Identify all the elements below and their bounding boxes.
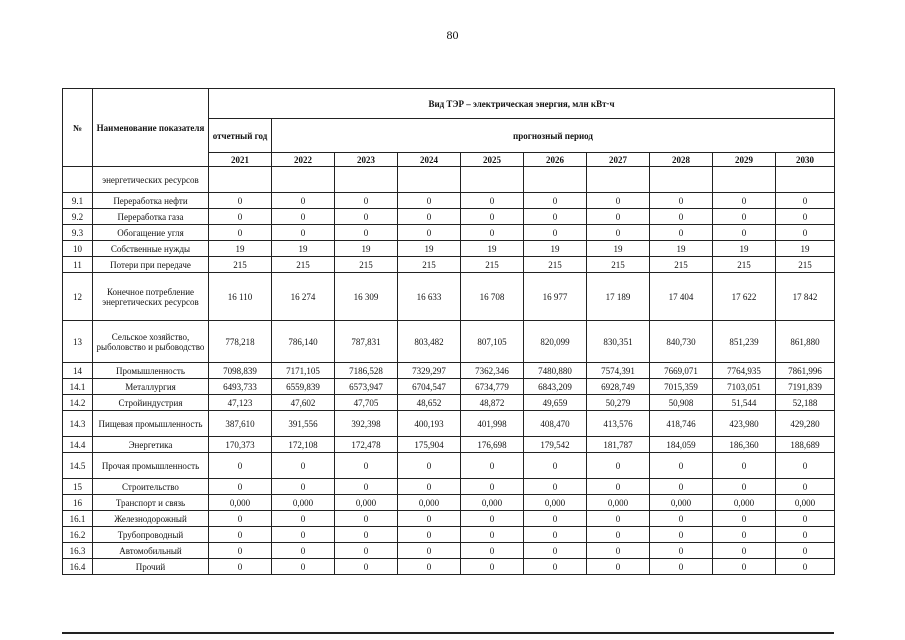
- value-cell: 0: [398, 543, 461, 559]
- value-cell: 423,980: [713, 411, 776, 437]
- value-cell: 0: [776, 527, 835, 543]
- value-cell: 0: [587, 453, 650, 479]
- value-cell: 0: [272, 225, 335, 241]
- row-number: 16.4: [63, 559, 93, 575]
- value-cell: 6704,547: [398, 379, 461, 395]
- row-number: 14.2: [63, 395, 93, 411]
- value-cell: 0: [461, 543, 524, 559]
- value-cell: 7480,880: [524, 363, 587, 379]
- row-number: 9.2: [63, 209, 93, 225]
- value-cell: [587, 167, 650, 193]
- table-row: [63, 193, 835, 209]
- table-row: [63, 209, 835, 225]
- value-cell: 0: [524, 543, 587, 559]
- value-cell: 50,908: [650, 395, 713, 411]
- value-cell: 0: [335, 453, 398, 479]
- table-row: [63, 321, 835, 363]
- value-cell: 19: [272, 241, 335, 257]
- value-cell: 413,576: [587, 411, 650, 437]
- row-indicator-name: Конечное потребление энергетических ресурсов: [93, 273, 209, 321]
- row-number: 14: [63, 363, 93, 379]
- value-cell: 391,556: [272, 411, 335, 437]
- row-indicator-name: Стройиндустрия: [93, 395, 209, 411]
- value-cell: 0: [461, 559, 524, 575]
- value-cell: 0: [713, 453, 776, 479]
- value-cell: 7669,071: [650, 363, 713, 379]
- value-cell: 188,689: [776, 437, 835, 453]
- value-cell: 0: [776, 543, 835, 559]
- table-row: [63, 479, 835, 495]
- table-row: [63, 411, 835, 437]
- value-cell: 6559,839: [272, 379, 335, 395]
- row-indicator-name: Прочая промышленность: [93, 453, 209, 479]
- value-cell: 429,280: [776, 411, 835, 437]
- value-cell: 851,239: [713, 321, 776, 363]
- value-cell: 172,108: [272, 437, 335, 453]
- value-cell: 803,482: [398, 321, 461, 363]
- table-row: [63, 273, 835, 321]
- value-cell: 0: [650, 543, 713, 559]
- value-cell: 0: [461, 209, 524, 225]
- row-indicator-name: Транспорт и связь: [93, 495, 209, 511]
- value-cell: [524, 167, 587, 193]
- value-cell: 0: [650, 225, 713, 241]
- value-cell: 0: [209, 193, 272, 209]
- value-cell: 0: [461, 511, 524, 527]
- row-number: 16.2: [63, 527, 93, 543]
- row-indicator-name: Строительство: [93, 479, 209, 495]
- value-cell: 0: [335, 479, 398, 495]
- value-cell: 401,998: [461, 411, 524, 437]
- value-cell: 215: [398, 257, 461, 273]
- value-cell: 7764,935: [713, 363, 776, 379]
- value-cell: 0: [776, 193, 835, 209]
- value-cell: 176,698: [461, 437, 524, 453]
- row-number: 16.1: [63, 511, 93, 527]
- value-cell: 0: [461, 479, 524, 495]
- value-cell: 0: [713, 511, 776, 527]
- bottom-rule: [62, 632, 834, 634]
- value-cell: 0: [713, 559, 776, 575]
- value-cell: 0: [461, 453, 524, 479]
- value-cell: [272, 167, 335, 193]
- value-cell: 840,730: [650, 321, 713, 363]
- header-year: 2025: [461, 153, 524, 167]
- value-cell: 0,000: [272, 495, 335, 511]
- header-year: 2022: [272, 153, 335, 167]
- value-cell: 0: [587, 543, 650, 559]
- value-cell: 408,470: [524, 411, 587, 437]
- value-cell: 0: [713, 479, 776, 495]
- row-indicator-name: Переработка нефти: [93, 193, 209, 209]
- value-cell: 0,000: [461, 495, 524, 511]
- row-number: 15: [63, 479, 93, 495]
- value-cell: 0: [524, 559, 587, 575]
- header-year: 2029: [713, 153, 776, 167]
- value-cell: 0: [335, 193, 398, 209]
- energy-balance-table: [62, 88, 835, 575]
- value-cell: 7861,996: [776, 363, 835, 379]
- value-cell: 0: [461, 527, 524, 543]
- value-cell: 175,904: [398, 437, 461, 453]
- value-cell: 184,059: [650, 437, 713, 453]
- value-cell: 215: [209, 257, 272, 273]
- value-cell: 0: [398, 193, 461, 209]
- row-number: 14.1: [63, 379, 93, 395]
- value-cell: [713, 167, 776, 193]
- value-cell: 16 274: [272, 273, 335, 321]
- row-indicator-name: Прочий: [93, 559, 209, 575]
- row-indicator-name: Обогащение угля: [93, 225, 209, 241]
- value-cell: 49,659: [524, 395, 587, 411]
- table-row: [63, 495, 835, 511]
- value-cell: 186,360: [713, 437, 776, 453]
- value-cell: 0: [650, 527, 713, 543]
- value-cell: 778,218: [209, 321, 272, 363]
- table-row: [63, 543, 835, 559]
- value-cell: 19: [650, 241, 713, 257]
- value-cell: 0: [524, 193, 587, 209]
- table-row: [63, 453, 835, 479]
- value-cell: 0,000: [776, 495, 835, 511]
- table-row: [63, 379, 835, 395]
- header-forecast-period: прогнозный период: [272, 119, 835, 153]
- header-year: 2024: [398, 153, 461, 167]
- value-cell: 0: [335, 527, 398, 543]
- value-cell: 7574,391: [587, 363, 650, 379]
- value-cell: 6928,749: [587, 379, 650, 395]
- value-cell: 0: [650, 453, 713, 479]
- value-cell: 861,880: [776, 321, 835, 363]
- row-indicator-name: Пищевая промышленность: [93, 411, 209, 437]
- value-cell: 0: [209, 453, 272, 479]
- value-cell: 0,000: [335, 495, 398, 511]
- row-indicator-name: Сельское хозяйство, рыболовство и рыбоводство: [93, 321, 209, 363]
- row-indicator-name: Переработка газа: [93, 209, 209, 225]
- value-cell: 179,542: [524, 437, 587, 453]
- table-row: [63, 395, 835, 411]
- value-cell: 19: [587, 241, 650, 257]
- value-cell: 0: [335, 559, 398, 575]
- value-cell: 0: [398, 225, 461, 241]
- value-cell: 0,000: [587, 495, 650, 511]
- value-cell: 0,000: [524, 495, 587, 511]
- value-cell: 215: [713, 257, 776, 273]
- value-cell: 47,602: [272, 395, 335, 411]
- header-type-title: Вид ТЭР – электрическая энергия, млн кВт·ч: [209, 89, 835, 119]
- table-row: [63, 167, 835, 193]
- row-number: 9.1: [63, 193, 93, 209]
- value-cell: 6493,733: [209, 379, 272, 395]
- value-cell: 820,099: [524, 321, 587, 363]
- value-cell: 0,000: [713, 495, 776, 511]
- table-row: [63, 257, 835, 273]
- row-number: 14.5: [63, 453, 93, 479]
- row-indicator-name: Потери при передаче: [93, 257, 209, 273]
- value-cell: 215: [272, 257, 335, 273]
- value-cell: 51,544: [713, 395, 776, 411]
- value-cell: 0: [209, 209, 272, 225]
- value-cell: 0,000: [398, 495, 461, 511]
- value-cell: 0: [776, 511, 835, 527]
- value-cell: 0: [650, 209, 713, 225]
- value-cell: [461, 167, 524, 193]
- header-year: 2027: [587, 153, 650, 167]
- row-number: 9.3: [63, 225, 93, 241]
- value-cell: 215: [461, 257, 524, 273]
- value-cell: 47,123: [209, 395, 272, 411]
- row-indicator-name: Энергетика: [93, 437, 209, 453]
- value-cell: 0: [650, 193, 713, 209]
- value-cell: 0: [335, 543, 398, 559]
- value-cell: 0: [209, 225, 272, 241]
- value-cell: 0: [776, 479, 835, 495]
- header-num: №: [63, 89, 93, 167]
- value-cell: 392,398: [335, 411, 398, 437]
- value-cell: 19: [461, 241, 524, 257]
- value-cell: 0: [398, 527, 461, 543]
- value-cell: 215: [776, 257, 835, 273]
- table-row: [63, 225, 835, 241]
- value-cell: 7171,105: [272, 363, 335, 379]
- value-cell: 0: [272, 193, 335, 209]
- row-number: [63, 167, 93, 193]
- value-cell: 0: [587, 527, 650, 543]
- value-cell: 0: [398, 511, 461, 527]
- value-cell: 0: [713, 543, 776, 559]
- value-cell: 7103,051: [713, 379, 776, 395]
- value-cell: 0: [713, 193, 776, 209]
- value-cell: 830,351: [587, 321, 650, 363]
- value-cell: 7329,297: [398, 363, 461, 379]
- value-cell: [398, 167, 461, 193]
- value-cell: 7362,346: [461, 363, 524, 379]
- value-cell: 172,478: [335, 437, 398, 453]
- value-cell: 0: [272, 209, 335, 225]
- value-cell: 7015,359: [650, 379, 713, 395]
- value-cell: 0: [776, 559, 835, 575]
- value-cell: 16 708: [461, 273, 524, 321]
- row-number: 11: [63, 257, 93, 273]
- row-number: 12: [63, 273, 93, 321]
- value-cell: 0: [524, 453, 587, 479]
- value-cell: 0: [209, 543, 272, 559]
- value-cell: 0: [713, 225, 776, 241]
- value-cell: 0: [650, 559, 713, 575]
- value-cell: 0: [461, 225, 524, 241]
- value-cell: 807,105: [461, 321, 524, 363]
- value-cell: 0: [524, 225, 587, 241]
- value-cell: 17 404: [650, 273, 713, 321]
- header-name: Наименование показателя: [93, 89, 209, 167]
- header-year: 2026: [524, 153, 587, 167]
- value-cell: 0: [650, 479, 713, 495]
- row-indicator-name: Трубопроводный: [93, 527, 209, 543]
- row-number: 13: [63, 321, 93, 363]
- value-cell: 215: [650, 257, 713, 273]
- value-cell: 0: [776, 209, 835, 225]
- value-cell: 0: [398, 479, 461, 495]
- row-number: 10: [63, 241, 93, 257]
- value-cell: 787,831: [335, 321, 398, 363]
- value-cell: [335, 167, 398, 193]
- value-cell: 16 309: [335, 273, 398, 321]
- value-cell: 215: [335, 257, 398, 273]
- value-cell: 7098,839: [209, 363, 272, 379]
- value-cell: 50,279: [587, 395, 650, 411]
- row-indicator-name: энергетических ресурсов: [93, 167, 209, 193]
- value-cell: 19: [335, 241, 398, 257]
- value-cell: 215: [524, 257, 587, 273]
- table-row: [63, 559, 835, 575]
- value-cell: 0: [398, 209, 461, 225]
- header-year: 2028: [650, 153, 713, 167]
- value-cell: 0: [776, 453, 835, 479]
- value-cell: 7191,839: [776, 379, 835, 395]
- row-indicator-name: Металлургия: [93, 379, 209, 395]
- value-cell: 0,000: [650, 495, 713, 511]
- value-cell: 0: [398, 559, 461, 575]
- row-indicator-name: Собственные нужды: [93, 241, 209, 257]
- value-cell: 0: [272, 527, 335, 543]
- value-cell: 0: [335, 209, 398, 225]
- value-cell: 19: [209, 241, 272, 257]
- row-indicator-name: Железнодорожный: [93, 511, 209, 527]
- row-indicator-name: Автомобильный: [93, 543, 209, 559]
- table-row: [63, 241, 835, 257]
- value-cell: 19: [776, 241, 835, 257]
- value-cell: 0: [713, 527, 776, 543]
- value-cell: 47,705: [335, 395, 398, 411]
- value-cell: 0: [587, 225, 650, 241]
- value-cell: 7186,528: [335, 363, 398, 379]
- value-cell: 0: [272, 453, 335, 479]
- value-cell: 0: [524, 511, 587, 527]
- value-cell: 17 842: [776, 273, 835, 321]
- table-row: [63, 437, 835, 453]
- header-reporting-year: отчетный год: [209, 119, 272, 153]
- value-cell: 170,373: [209, 437, 272, 453]
- table-body: [63, 167, 835, 575]
- row-indicator-name: Промышленность: [93, 363, 209, 379]
- value-cell: 786,140: [272, 321, 335, 363]
- value-cell: 0: [335, 511, 398, 527]
- value-cell: 16 977: [524, 273, 587, 321]
- page-number: 80: [446, 28, 459, 42]
- value-cell: 0: [524, 479, 587, 495]
- value-cell: 0: [272, 559, 335, 575]
- value-cell: 17 189: [587, 273, 650, 321]
- value-cell: 0: [209, 479, 272, 495]
- value-cell: 0: [713, 209, 776, 225]
- value-cell: 48,872: [461, 395, 524, 411]
- value-cell: 6843,209: [524, 379, 587, 395]
- value-cell: 19: [713, 241, 776, 257]
- row-number: 16: [63, 495, 93, 511]
- table-row: [63, 511, 835, 527]
- value-cell: [650, 167, 713, 193]
- value-cell: 16 633: [398, 273, 461, 321]
- value-cell: 0: [209, 559, 272, 575]
- value-cell: 215: [587, 257, 650, 273]
- value-cell: 19: [524, 241, 587, 257]
- value-cell: 0: [776, 225, 835, 241]
- value-cell: 0: [272, 511, 335, 527]
- row-number: 14.3: [63, 411, 93, 437]
- value-cell: 6573,947: [335, 379, 398, 395]
- header-year: 2030: [776, 153, 835, 167]
- value-cell: 0: [461, 193, 524, 209]
- value-cell: 0: [587, 559, 650, 575]
- value-cell: 0: [587, 193, 650, 209]
- value-cell: 0: [209, 511, 272, 527]
- value-cell: 0: [587, 479, 650, 495]
- table-header: [63, 89, 835, 167]
- table-row: [63, 363, 835, 379]
- value-cell: [776, 167, 835, 193]
- value-cell: 0: [524, 209, 587, 225]
- value-cell: 0: [587, 511, 650, 527]
- value-cell: 0: [587, 209, 650, 225]
- value-cell: 0: [335, 225, 398, 241]
- value-cell: 52,188: [776, 395, 835, 411]
- value-cell: 0,000: [209, 495, 272, 511]
- value-cell: 418,746: [650, 411, 713, 437]
- value-cell: 400,193: [398, 411, 461, 437]
- value-cell: 0: [524, 527, 587, 543]
- value-cell: 19: [398, 241, 461, 257]
- row-number: 16.3: [63, 543, 93, 559]
- value-cell: [209, 167, 272, 193]
- header-year: 2023: [335, 153, 398, 167]
- value-cell: 0: [272, 543, 335, 559]
- value-cell: 0: [272, 479, 335, 495]
- value-cell: 17 622: [713, 273, 776, 321]
- value-cell: 0: [209, 527, 272, 543]
- value-cell: 181,787: [587, 437, 650, 453]
- table-row: [63, 527, 835, 543]
- value-cell: 16 110: [209, 273, 272, 321]
- row-number: 14.4: [63, 437, 93, 453]
- value-cell: 0: [398, 453, 461, 479]
- value-cell: 0: [650, 511, 713, 527]
- header-year: 2021: [209, 153, 272, 167]
- value-cell: 6734,779: [461, 379, 524, 395]
- value-cell: 387,610: [209, 411, 272, 437]
- value-cell: 48,652: [398, 395, 461, 411]
